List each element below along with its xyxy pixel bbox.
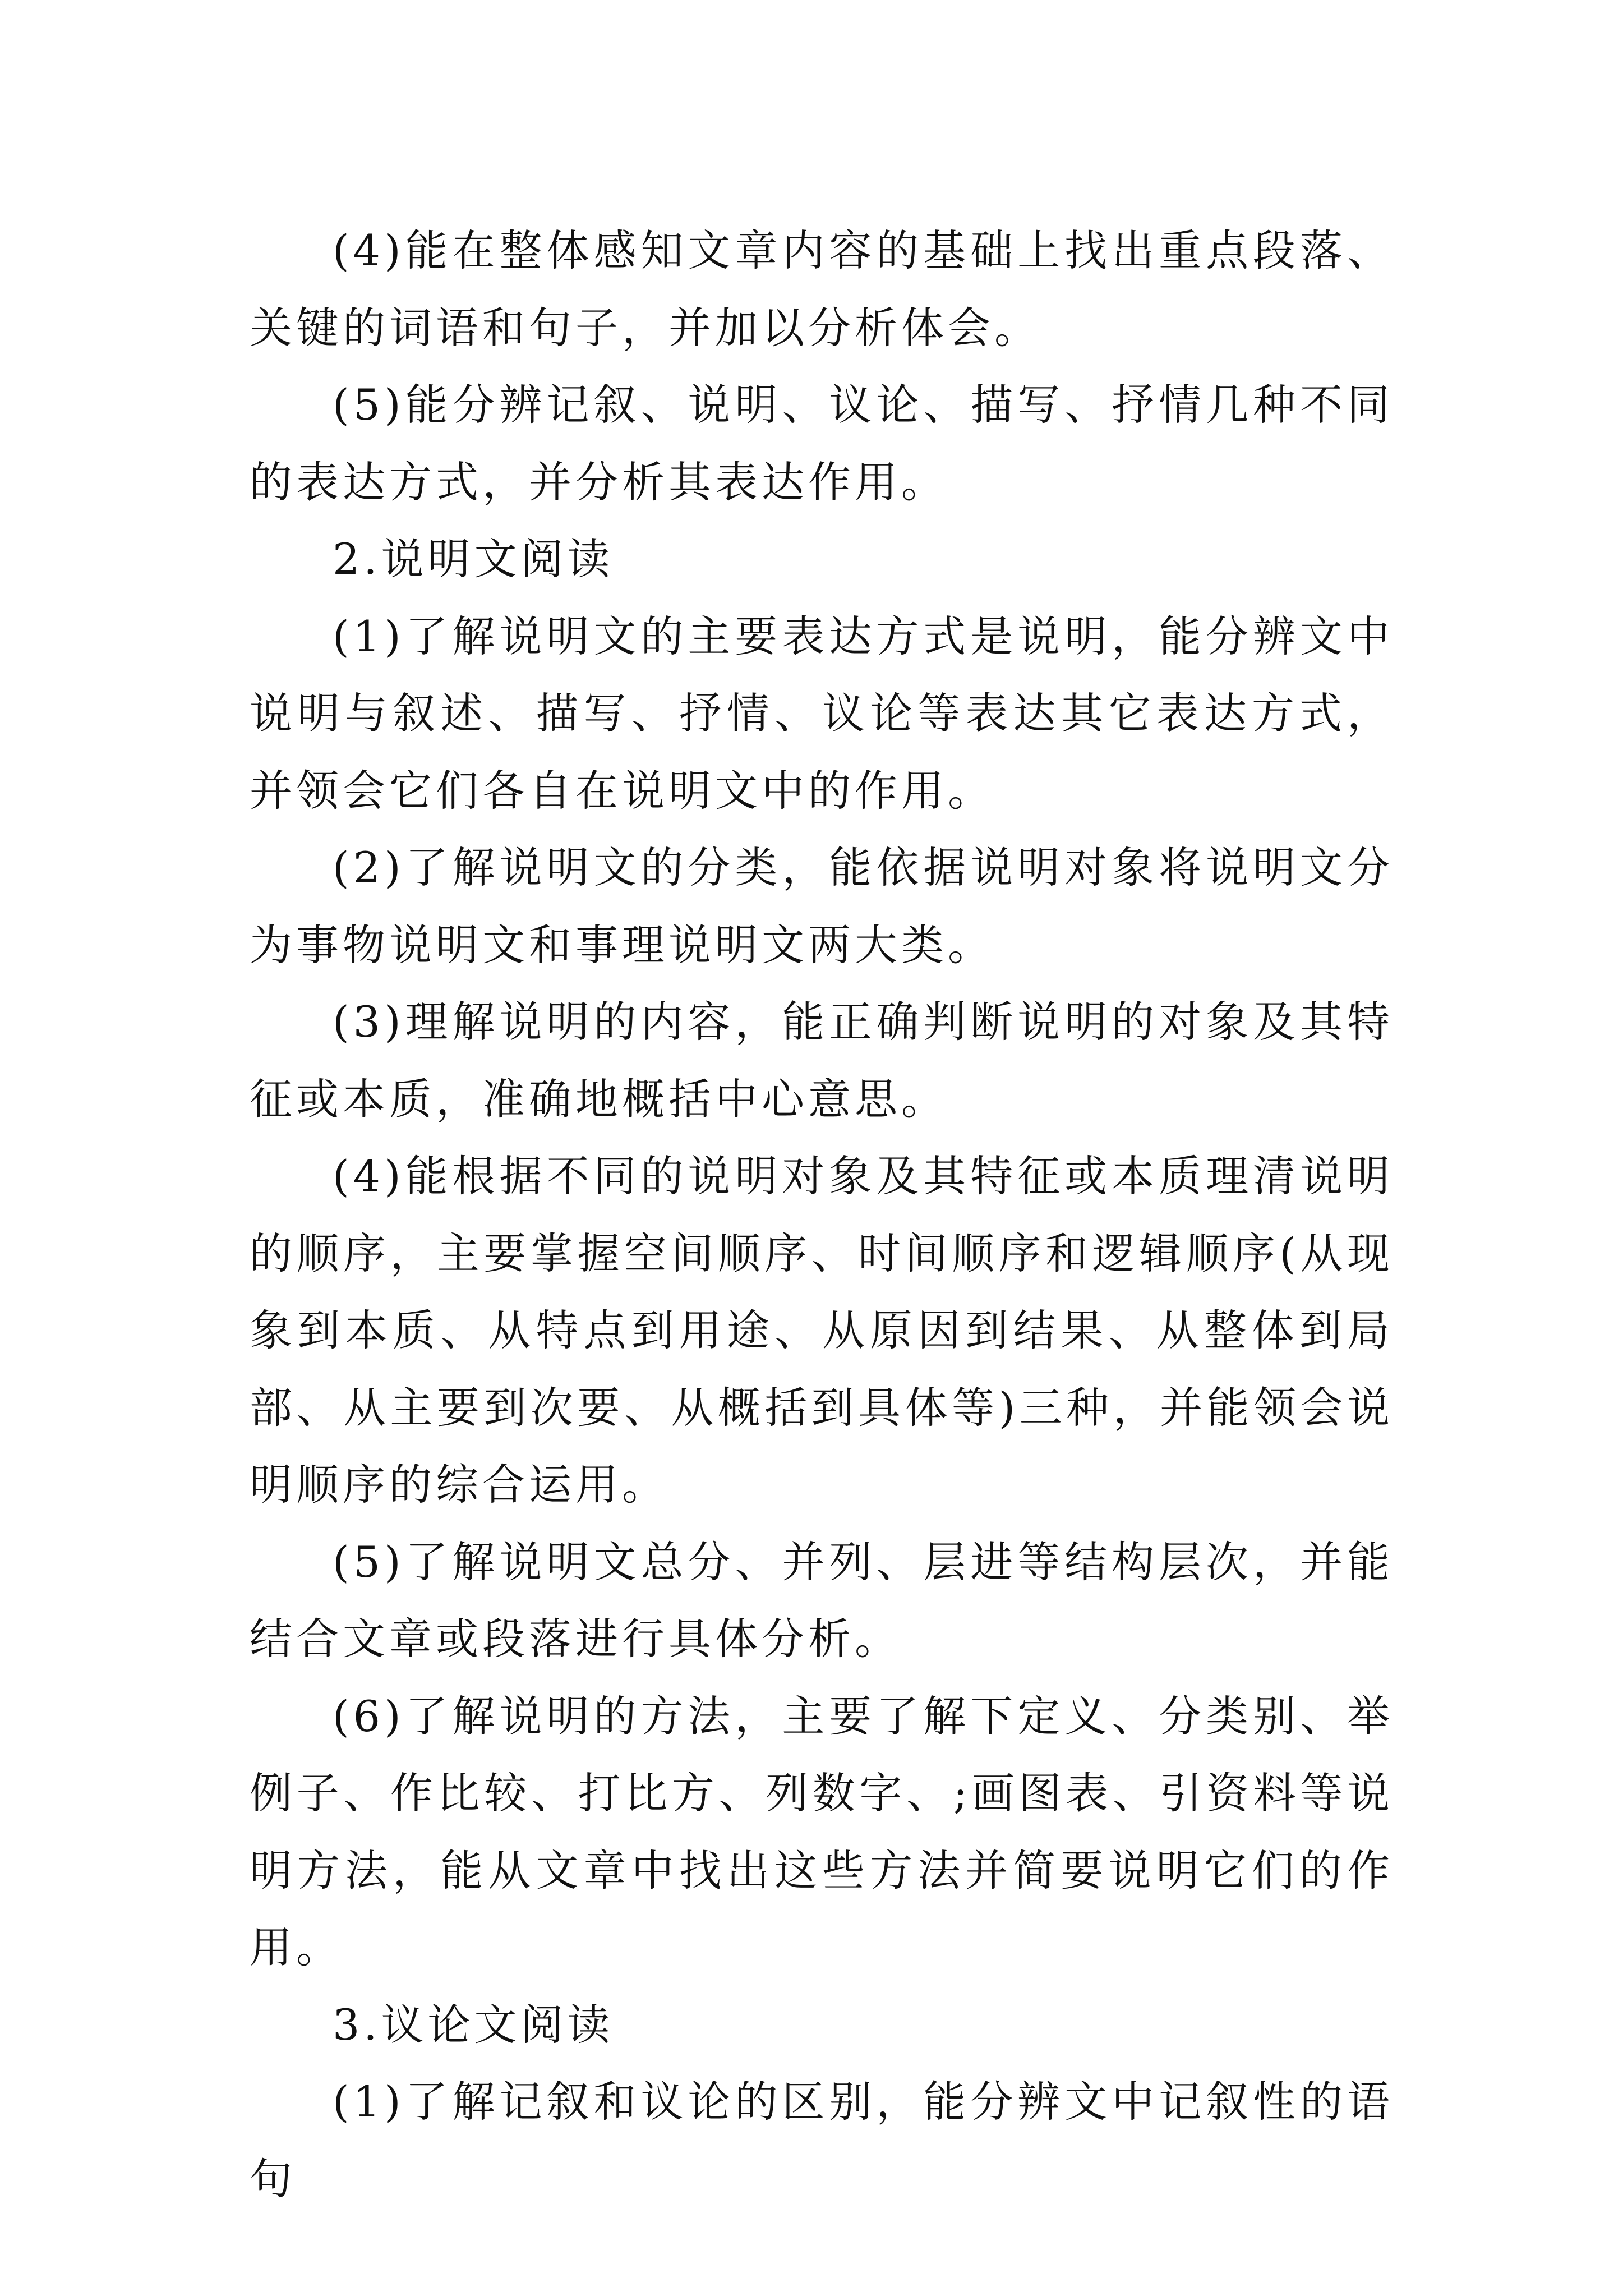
paragraph-item-5-expression-modes: (5)能分辨记叙、说明、议论、描写、抒情几种不同的表达方式，并分析其表达作用。	[250, 380, 1394, 507]
paragraph-expository-3: (3)理解说明的内容，能正确判断说明的对象及其特征或本质，准确地概括中心意思。	[250, 997, 1394, 1124]
paragraph-expository-5: (5)了解说明文总分、并列、层进等结构层次，并能结合文章或段落进行具体分析。	[250, 1536, 1394, 1664]
paragraph-argumentative-1: (1)了解记叙和议论的区别，能分辨文中记叙性的语句	[250, 2077, 1394, 2204]
paragraph-item-4-key-passages: (4)能在整体感知文章内容的基础上找出重点段落、关键的词语和句子，并加以分析体会。	[250, 226, 1394, 353]
document-body	[250, 212, 1394, 2217]
section-heading-expository-reading: 2.说明文阅读	[333, 534, 614, 584]
paragraph-expository-6: (6)了解说明的方法，主要了解下定义、分类别、举例子、作比较、打比方、列数字、;画图表、引资料等说明方法，能从文章中找出这些方法并简要说明它们的作用。	[250, 1691, 1394, 1972]
paragraph-expository-2: (2)了解说明文的分类，能依据说明对象将说明文分为事物说明文和事理说明文两大类。	[250, 843, 1394, 970]
section-heading-argumentative-reading: 3.议论文阅读	[333, 1999, 614, 2050]
paragraph-expository-1: (1)了解说明文的主要表达方式是说明，能分辨文中说明与叙述、描写、抒情、议论等表达其它表达方式，并领会它们各自在说明文中的作用。	[250, 611, 1394, 816]
paragraph-expository-4: (4)能根据不同的说明对象及其特征或本质理清说明的顺序，主要掌握空间顺序、时间顺序和逻辑顺序(从现象到本质、从特点到用途、从原因到结果、从整体到局部、从主要到次要、从概括到具体等)三种，并能领会说明顺序的综合运用。	[250, 1151, 1394, 1510]
